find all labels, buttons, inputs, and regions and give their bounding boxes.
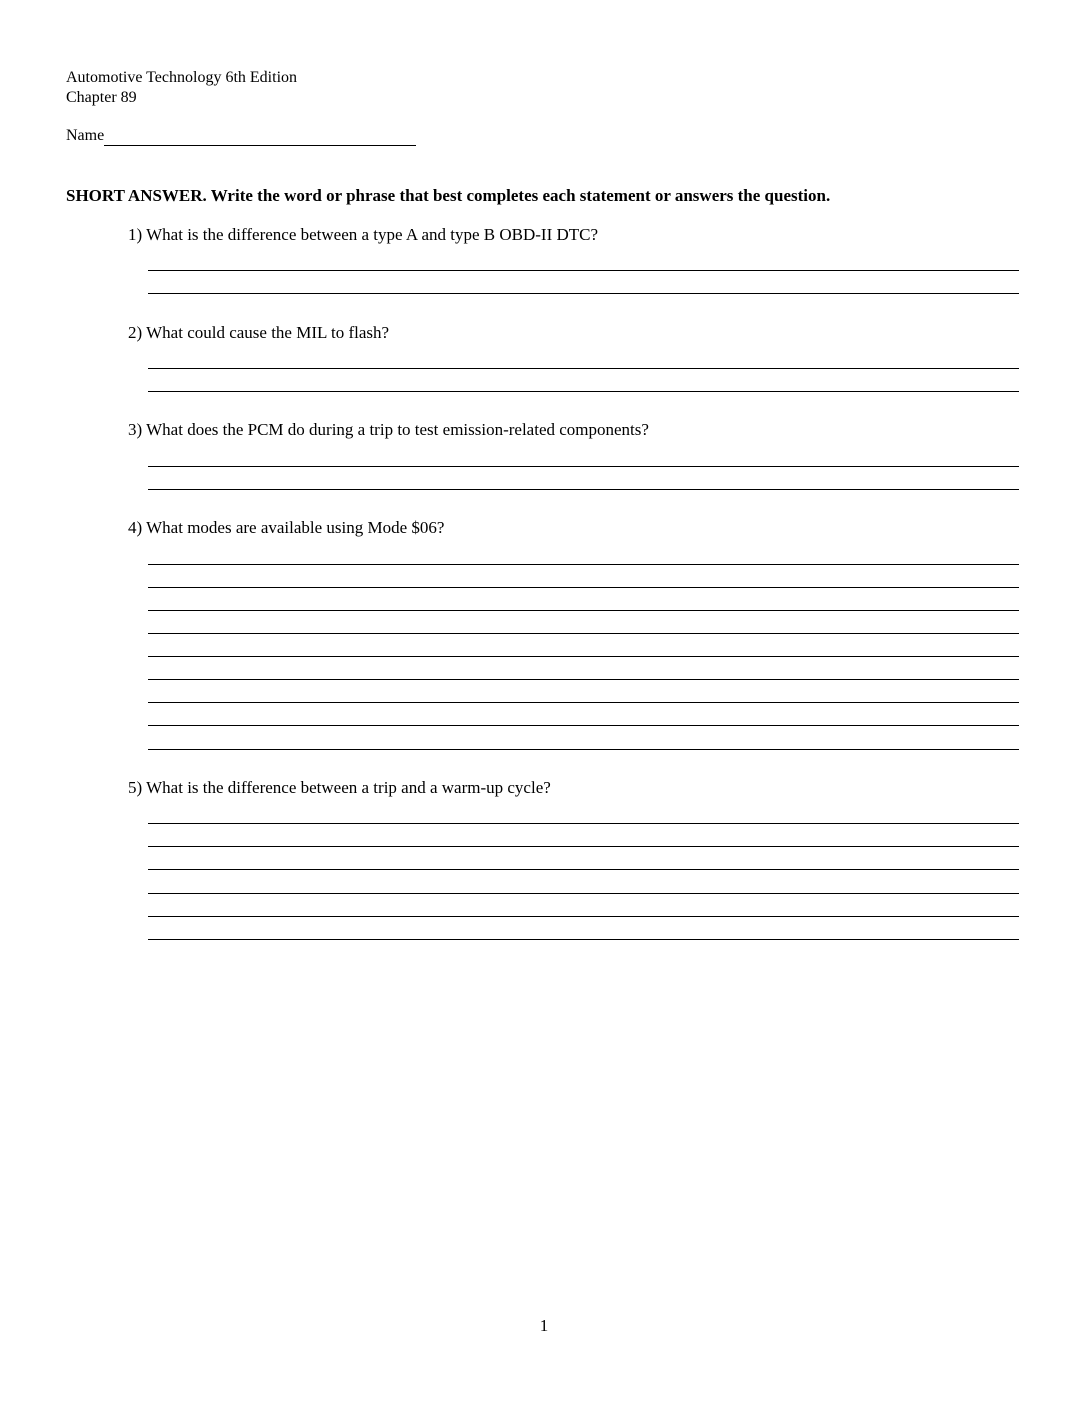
answer-line[interactable] — [148, 869, 1019, 870]
answer-line[interactable] — [148, 749, 1019, 750]
answer-line[interactable] — [148, 368, 1019, 369]
answer-line[interactable] — [148, 656, 1019, 657]
question-number: 3) — [128, 420, 143, 439]
question-5 — [128, 778, 551, 798]
answer-line[interactable] — [148, 270, 1019, 271]
book-title: Automotive Technology 6th Edition — [66, 69, 298, 86]
answer-line[interactable] — [148, 893, 1019, 894]
question-number: 2) — [128, 323, 143, 342]
question-4 — [128, 518, 444, 538]
answer-line[interactable] — [148, 489, 1019, 490]
name-field-row — [66, 126, 416, 146]
answer-line[interactable] — [148, 916, 1019, 917]
question-2 — [128, 323, 389, 343]
question-1 — [128, 225, 598, 245]
document-header — [66, 68, 297, 108]
question-number: 5) — [128, 778, 143, 797]
answer-line[interactable] — [148, 702, 1019, 703]
question-number: 1) — [128, 225, 143, 244]
page-number: 1 — [539, 1316, 549, 1335]
answer-line[interactable] — [148, 679, 1019, 680]
answer-line[interactable] — [148, 293, 1019, 294]
chapter-label: Chapter 89 — [66, 89, 137, 106]
instructions: SHORT ANSWER. Write the word or phrase that best completes each statement or answers the question. — [66, 186, 831, 205]
answer-line[interactable] — [148, 466, 1019, 467]
answer-line[interactable] — [148, 939, 1019, 940]
question-text: What does the PCM do during a trip to test emission-related components? — [146, 420, 649, 439]
question-text: What modes are available using Mode $06? — [146, 518, 445, 537]
answer-line[interactable] — [148, 823, 1019, 824]
question-text: What is the difference between a type A and type B OBD-II DTC? — [146, 225, 599, 244]
answer-line[interactable] — [148, 564, 1019, 565]
answer-line[interactable] — [148, 633, 1019, 634]
answer-line[interactable] — [148, 610, 1019, 611]
name-label: Name — [66, 127, 105, 144]
question-number: 4) — [128, 518, 143, 537]
question-text: What is the difference between a trip and a warm-up cycle? — [146, 778, 551, 797]
answer-line[interactable] — [148, 846, 1019, 847]
answer-line[interactable] — [148, 587, 1019, 588]
question-text: What could cause the MIL to flash? — [146, 323, 390, 342]
answer-line[interactable] — [148, 725, 1019, 726]
answer-line[interactable] — [148, 391, 1019, 392]
question-3 — [128, 420, 649, 440]
name-blank-line[interactable] — [104, 128, 416, 146]
